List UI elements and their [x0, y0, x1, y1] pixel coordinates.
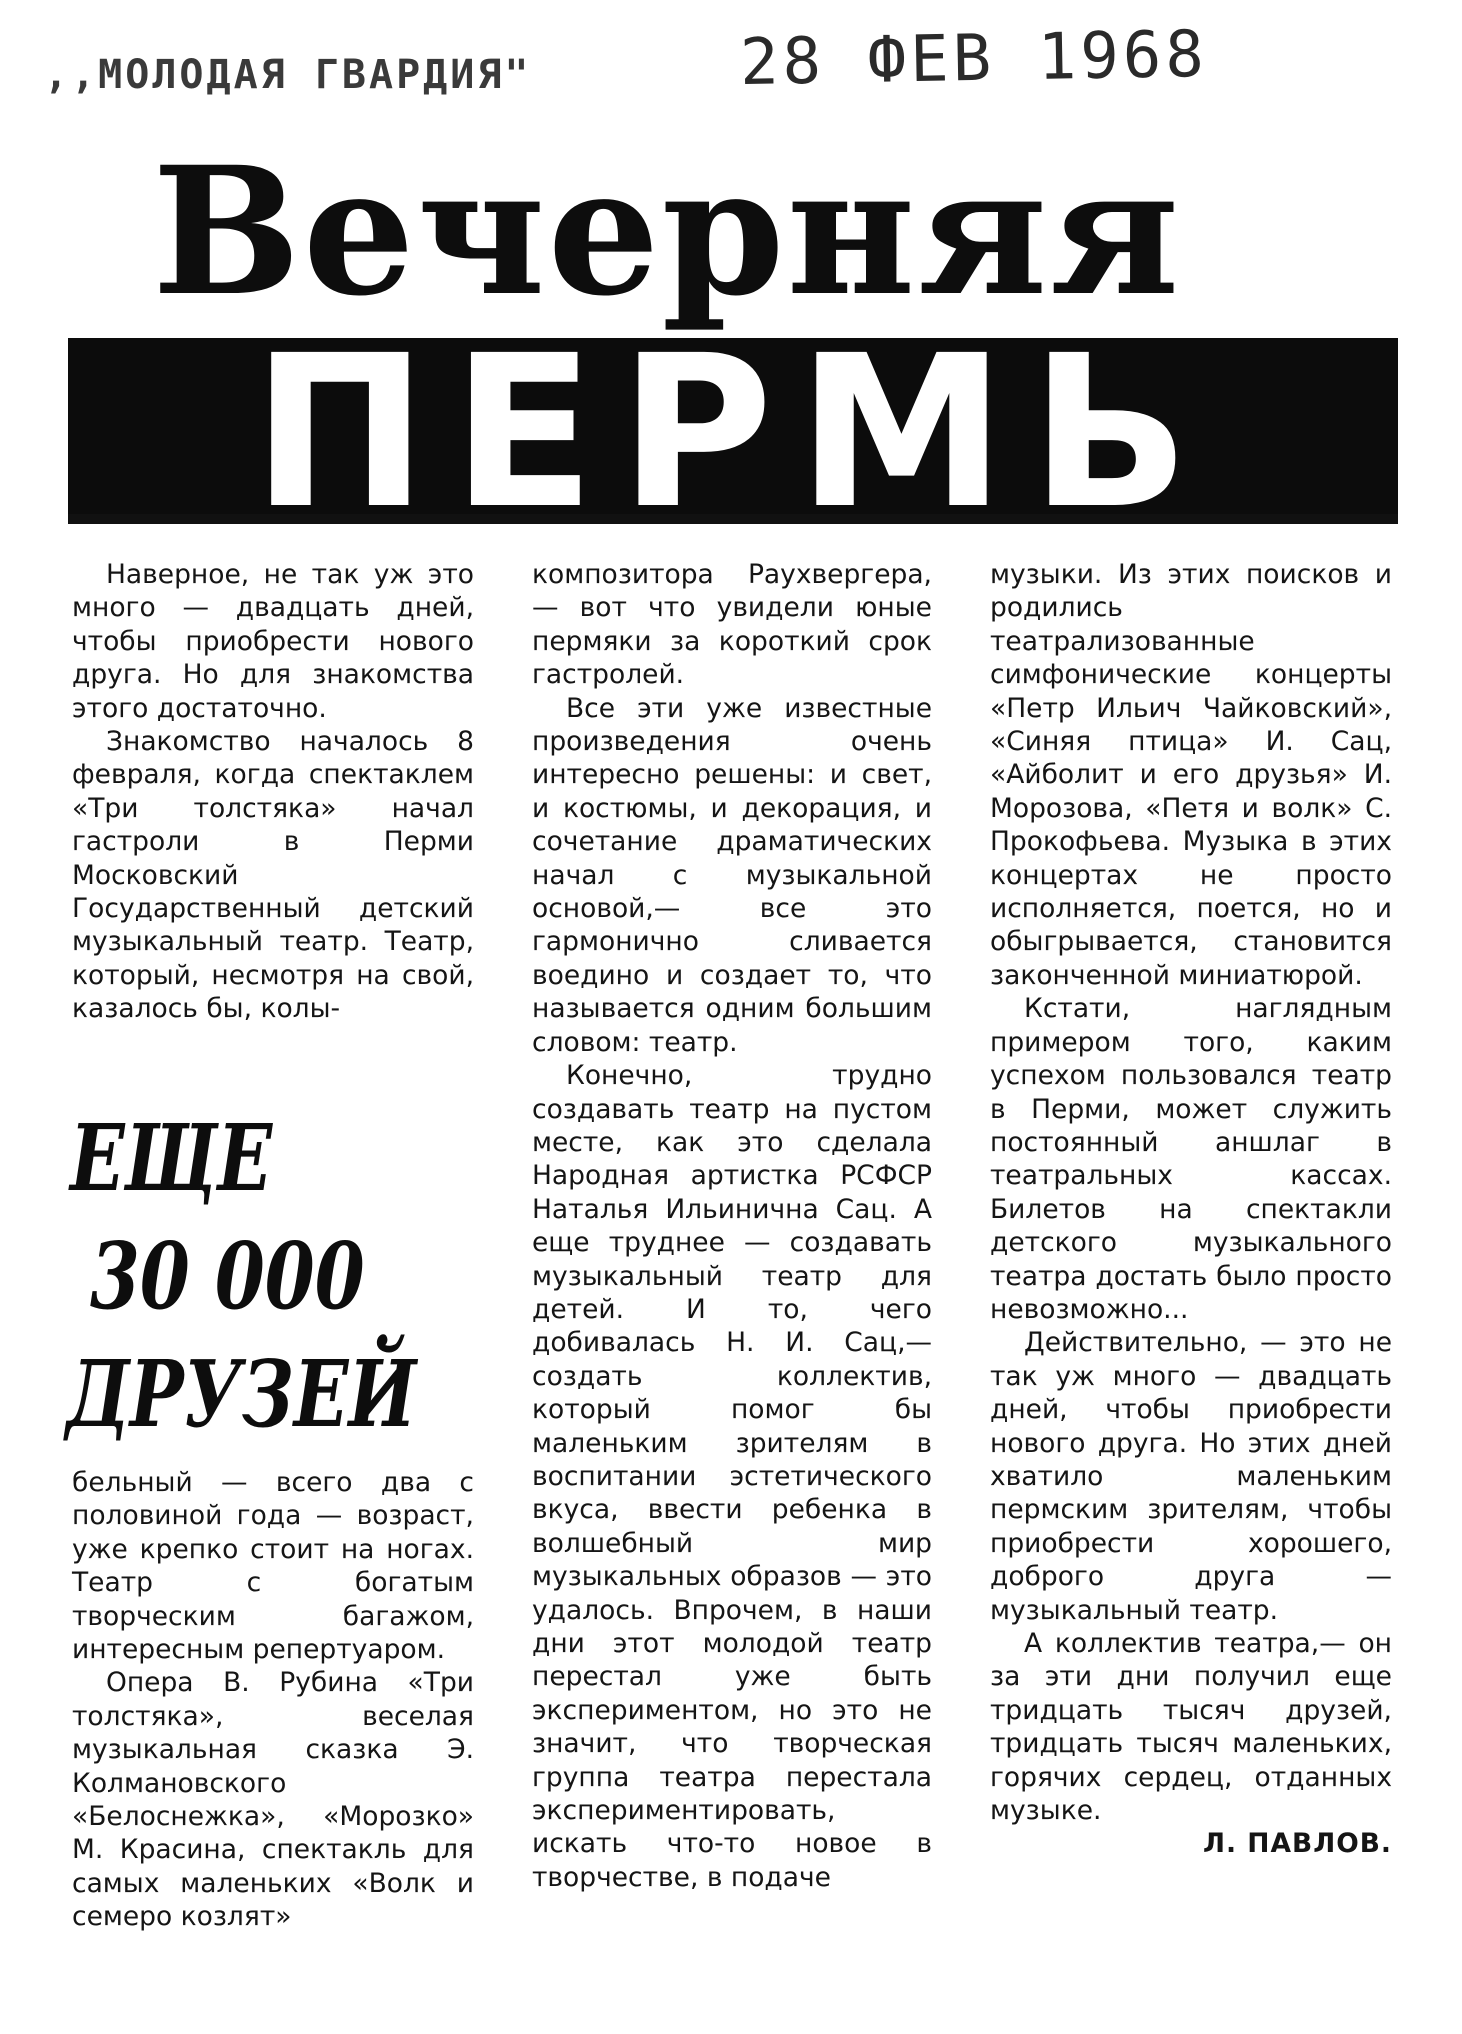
article-column-3: [990, 558, 1392, 1861]
paragraph: бельный — всего два с половиной года — возраст, уже крепко стоит на ногах. Театр с богатым творческим багажом, интересным репертуаром.: [72, 1467, 474, 1666]
paragraph: Кстати, наглядным примером того, каким успехом пользовался театр в Перми, может служить постоянный аншлаг в театральных кассах. Билетов на спектакли детского музыкального театра достать было просто невозможно...: [990, 993, 1392, 1325]
author-signature: Л. ПАВЛОВ.: [1203, 1828, 1392, 1860]
paragraph: Конечно, трудно создавать театр на пустом месте, как это сделала Народная артистка РСФСР Наталья Ильинична Сац. А еще труднее — создавать музыкальный театр для детей. И то, чего добивалась Н. И. Сац,— создать коллектив, который помог бы маленьким зрителям в воспитании эстетического вкуса, ввести ребенка в волшебный мир музыкальных образов — это удалось. Впрочем, в наши дни этот молодой театр перестал уже быть экспериментом, но это не значит, что творческая группа театра перестала экспериментировать, искать что-то новое в творчестве, в подаче: [532, 1060, 932, 1893]
paragraph: Опера В. Рубина «Три толстяка», веселая музыкальная сказка Э. Колмановского «Белоснежка», «Морозко» М. Красина, спектакль для самых маленьких «Волк и семеро козлят»: [72, 1667, 474, 1933]
headline-line3: ДРУЗЕЙ: [66, 1340, 417, 1448]
article-column-1-continued: [72, 1466, 474, 1934]
article-column-2: [532, 558, 932, 1894]
masthead-title-line2: ПЕРМЬ: [251, 310, 1215, 524]
headline-line2: 30 000: [90, 1222, 365, 1330]
paragraph: Все эти уже известные произведения очень интересно решены: и свет, и костюмы, и декорация, и сочетание драматических начал с музыкальной основой,— все это гармонично сливается воедино и создает то, что называется одним большим словом: театр.: [532, 692, 932, 1058]
paragraph: Знакомство началось 8 февраля, когда спектаклем «Три толстяка» начал гастроли в Перми Московский Государственный детский музыкальный театр. Театр, который, несмотря на свой, казалось бы, колы-: [72, 726, 474, 1025]
newspaper-source-label: ,,МОЛОДАЯ ГВАРДИЯ": [44, 52, 532, 98]
masthead-title-line1: Вечерняя: [152, 128, 1182, 335]
paragraph: Действительно, — это не так уж много — двадцать дней, чтобы приобрести нового друга. Но этих дней хватило маленьким пермским зрителям, чтобы приобрести хорошего, доброго друга — музыкальный театр.: [990, 1327, 1392, 1626]
paragraph: композитора Раухвергера,— вот что увидели юные пермяки за короткий срок гастролей.: [532, 559, 932, 691]
masthead: [68, 128, 1398, 524]
headline-line1: ЕЩЕ: [70, 1104, 273, 1212]
date-stamp: 28 ФЕВ 1968: [739, 17, 1209, 101]
paragraph: Наверное, не так уж это много — двадцать дней, чтобы приобрести нового друга. Но для знакомства этого достаточно.: [72, 559, 474, 724]
paragraph: А коллектив театра,— он за эти дни получил еще тридцать тысяч друзей, тридцать тысяч маленьких, горячих сердец, отданных музыке.: [990, 1628, 1392, 1827]
article-column-1: [72, 558, 474, 1026]
paragraph: музыки. Из этих поисков и родились театрализованные симфонические концерты «Петр Ильич Чайковский», «Синяя птица» И. Сац, «Айболит и его друзья» И. Морозова, «Петя и волк» С. Прокофьева. Музыка в этих концертах не просто исполняется, поется, но и обыгрывается, становится законченной миниатюрой.: [990, 559, 1392, 991]
